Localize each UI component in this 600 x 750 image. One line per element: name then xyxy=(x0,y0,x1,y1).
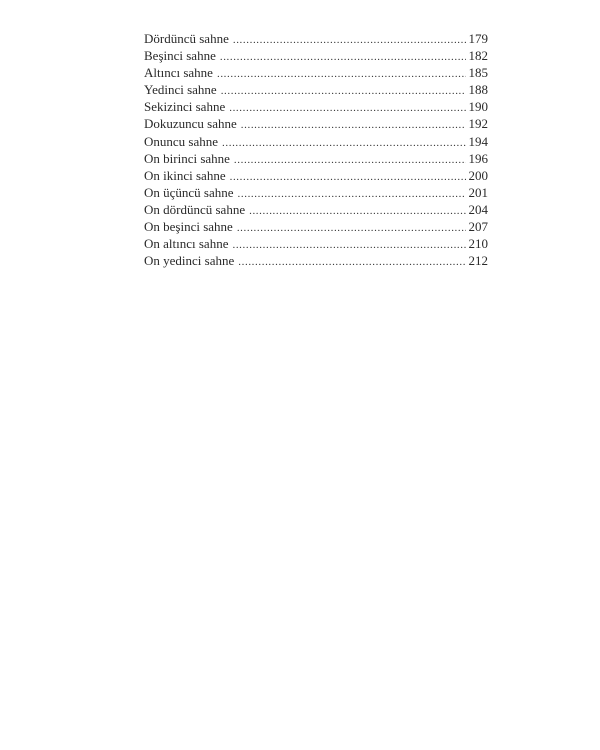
toc-entry-page: 196 xyxy=(468,150,488,166)
toc-entry-title: On altıncı sahne xyxy=(144,236,229,252)
toc-entry xyxy=(144,47,488,64)
toc-dot-leader xyxy=(237,220,466,237)
toc-entry xyxy=(144,150,488,167)
toc-dot-leader xyxy=(230,169,466,186)
toc-dot-leader xyxy=(221,83,466,100)
toc-entry-title: Sekizinci sahne xyxy=(144,99,226,115)
toc-entry-title: On birinci sahne xyxy=(144,150,230,166)
toc-dot-leader xyxy=(233,32,466,49)
toc-entry-page: 182 xyxy=(468,48,488,64)
toc-entry xyxy=(144,184,488,201)
toc-dot-leader xyxy=(220,49,466,66)
toc-entry xyxy=(144,252,488,269)
toc-entry-page: 192 xyxy=(468,116,488,132)
toc-entry-title: Dördüncü sahne xyxy=(144,31,229,46)
toc-entry-title: On ikinci sahne xyxy=(144,167,226,183)
toc-entry-title: Beşinci sahne xyxy=(144,48,216,64)
toc-entry xyxy=(144,81,488,98)
toc-entry-page: 188 xyxy=(468,82,488,98)
toc-entry-page: 190 xyxy=(468,99,488,115)
toc-entry-page: 185 xyxy=(468,65,488,81)
toc-dot-leader xyxy=(229,100,465,117)
toc-entry-page: 194 xyxy=(468,133,488,149)
toc-entry-page: 204 xyxy=(468,201,488,217)
toc-entry-page: 212 xyxy=(468,253,488,269)
toc-dot-leader xyxy=(249,203,465,220)
toc-entry-title: Dokuzuncu sahne xyxy=(144,116,237,132)
toc-entry xyxy=(144,64,488,81)
toc-entry xyxy=(144,167,488,184)
toc-entry-title: On üçüncü sahne xyxy=(144,184,234,200)
toc-entry-page: 179 xyxy=(468,31,488,46)
toc-dot-leader xyxy=(238,186,466,203)
toc-dot-leader xyxy=(232,237,465,254)
toc-entry xyxy=(144,30,488,47)
toc-dot-leader xyxy=(238,254,465,271)
toc-dot-leader xyxy=(234,152,466,169)
toc-entry-title: On beşinci sahne xyxy=(144,219,233,235)
toc-dot-leader xyxy=(217,66,466,83)
toc-entry-title: Altıncı sahne xyxy=(144,65,213,81)
table-of-contents xyxy=(144,30,488,269)
toc-entry-page: 207 xyxy=(468,219,488,235)
toc-entry-title: On yedinci sahne xyxy=(144,253,235,269)
toc-dot-leader xyxy=(241,117,466,134)
toc-entry xyxy=(144,218,488,235)
toc-entry-title: Yedinci sahne xyxy=(144,82,217,98)
toc-entry-title: Onuncu sahne xyxy=(144,133,219,149)
toc-entry xyxy=(144,133,488,150)
toc-dot-leader xyxy=(222,135,465,152)
toc-entry xyxy=(144,235,488,252)
toc-entry-page: 201 xyxy=(468,184,488,200)
toc-entry xyxy=(144,115,488,132)
toc-entry-page: 200 xyxy=(468,167,488,183)
toc-entry-title: On dördüncü sahne xyxy=(144,201,246,217)
toc-entry-page: 210 xyxy=(468,236,488,252)
toc-entry xyxy=(144,201,488,218)
toc-entry xyxy=(144,98,488,115)
